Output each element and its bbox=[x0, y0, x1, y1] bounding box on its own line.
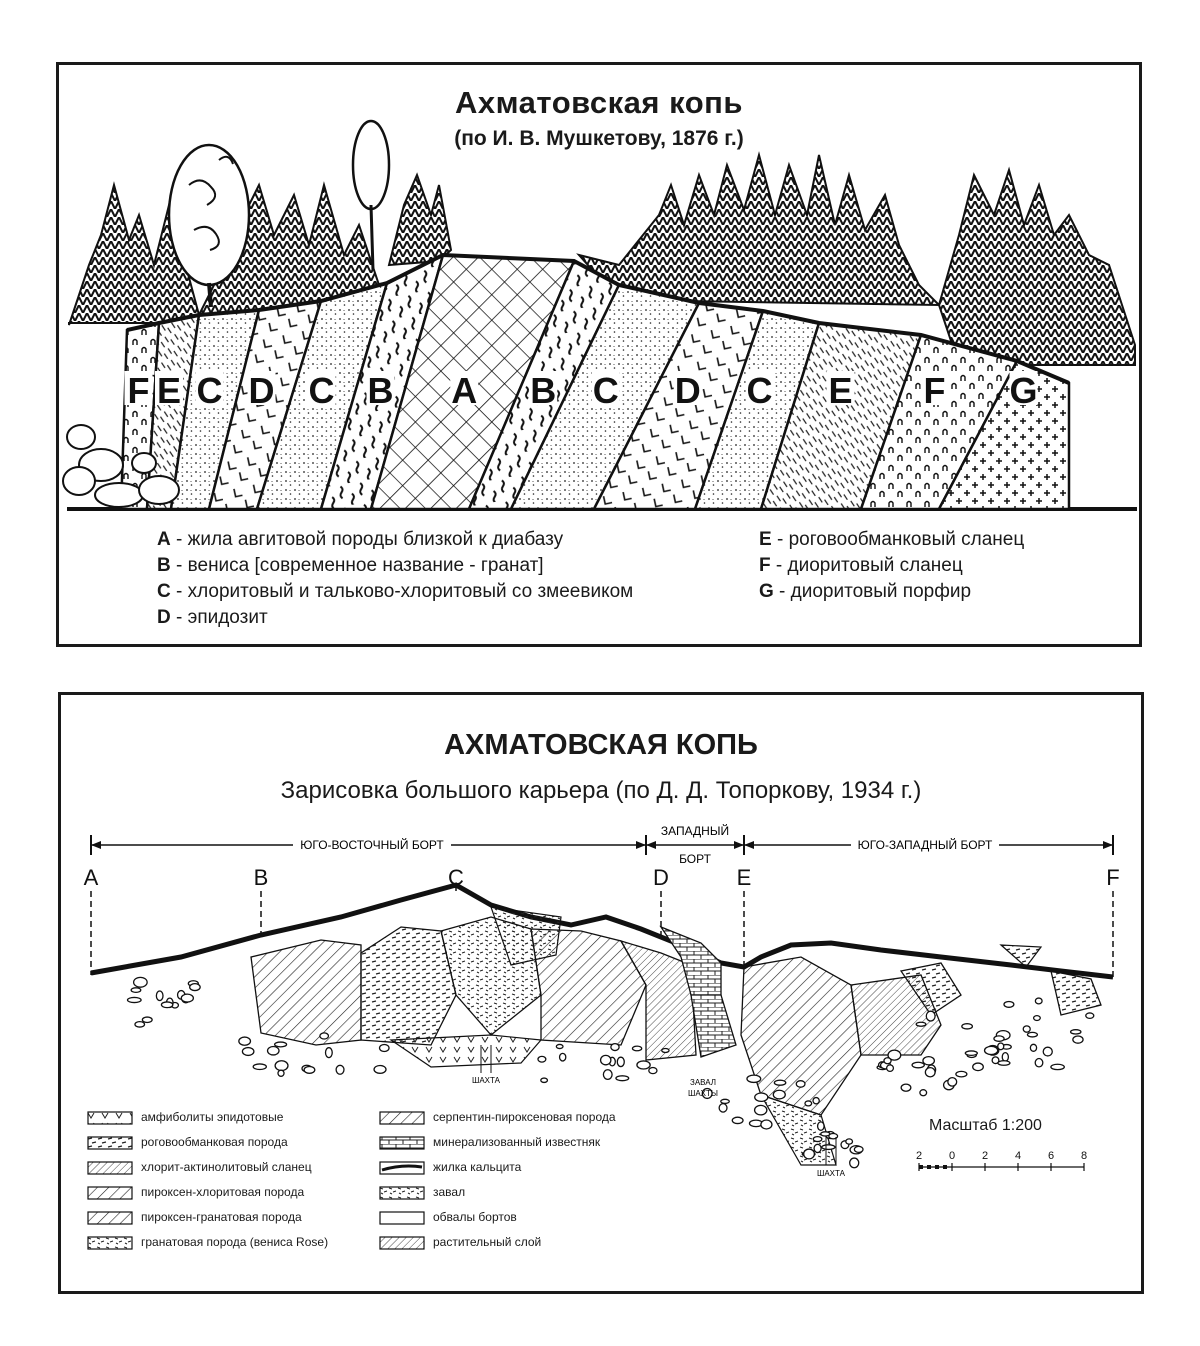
legend-column-1 bbox=[87, 1105, 328, 1255]
legend-key: A bbox=[157, 529, 171, 550]
legend-entry bbox=[157, 605, 633, 631]
band-label: F bbox=[127, 370, 150, 411]
band-label: D bbox=[248, 370, 275, 411]
shaft-label: ШАХТА bbox=[472, 1076, 500, 1085]
band-label: F bbox=[923, 370, 946, 411]
legend-key: E bbox=[759, 529, 772, 550]
legend-text: серпентин-пироксеновая порода bbox=[433, 1110, 616, 1124]
legend-text: роговообманковая порода bbox=[141, 1135, 288, 1149]
legend-swatch bbox=[87, 1111, 133, 1125]
legend-entry bbox=[157, 527, 633, 553]
legend-right bbox=[759, 527, 1024, 605]
scale-tick-label: 2 bbox=[915, 1150, 923, 1162]
scale-title: Масштаб 1:200 bbox=[929, 1117, 1042, 1134]
section-dimension-line bbox=[91, 823, 1113, 866]
legend-text: пироксен-гранатовая порода bbox=[141, 1210, 302, 1224]
legend-swatch bbox=[379, 1111, 425, 1125]
scale-tick-label: 2 bbox=[981, 1150, 989, 1162]
legend-entry bbox=[379, 1155, 616, 1180]
legend-entry bbox=[379, 1230, 616, 1255]
legend-swatch bbox=[87, 1161, 133, 1175]
legend-swatch bbox=[87, 1236, 133, 1250]
band-label: C bbox=[308, 370, 335, 411]
legend-key: B bbox=[157, 555, 171, 576]
legend-text: - хлоритовый и тальково-хлоритовый со змеевиком bbox=[170, 581, 634, 602]
mushketov-section-panel bbox=[56, 62, 1142, 647]
legend-text: жилка кальцита bbox=[433, 1160, 522, 1174]
band-label: E bbox=[156, 370, 182, 411]
legend-swatch bbox=[87, 1136, 133, 1150]
shaft-label-2: ШАХТА bbox=[817, 1169, 845, 1178]
label-west-side-2: БОРТ bbox=[679, 852, 711, 866]
legend-entry bbox=[87, 1155, 328, 1180]
deciduous-tree-icon bbox=[353, 121, 389, 209]
legend-key: C bbox=[157, 581, 171, 602]
legend-swatch bbox=[87, 1186, 133, 1200]
legend-text: обвалы бортов bbox=[433, 1210, 517, 1224]
collapse-label-1: ЗАВАЛ bbox=[690, 1078, 716, 1087]
legend-text: - диоритовый порфир bbox=[773, 581, 972, 602]
scale-tick-label: 8 bbox=[1080, 1150, 1088, 1162]
legend-text: - жила авгитовой породы близкой к диабазу bbox=[170, 529, 564, 550]
panel1-title: Ахматовская копь bbox=[455, 85, 743, 120]
legend-swatch bbox=[379, 1161, 425, 1175]
legend-key: G bbox=[759, 581, 774, 602]
section-point-label: B bbox=[253, 865, 269, 890]
section-point-label: E bbox=[736, 865, 752, 890]
legend-entry bbox=[759, 527, 1024, 553]
legend-text: - диоритовый сланец bbox=[770, 555, 963, 576]
legend-entry bbox=[87, 1180, 328, 1205]
section-point-label: F bbox=[1106, 865, 1120, 890]
legend-entry bbox=[379, 1205, 616, 1230]
band-label: E bbox=[828, 370, 853, 411]
legend-entry bbox=[379, 1130, 616, 1155]
legend-column-2 bbox=[379, 1105, 616, 1255]
legend-entry bbox=[379, 1105, 616, 1130]
legend-text: амфиболиты эпидотовые bbox=[141, 1110, 284, 1124]
scale-tick-label: 6 bbox=[1047, 1150, 1055, 1162]
legend-swatch bbox=[379, 1186, 425, 1200]
section-point-label: D bbox=[653, 865, 669, 890]
legend-swatch bbox=[379, 1211, 425, 1225]
legend-entry bbox=[87, 1130, 328, 1155]
scale-tick-label: 0 bbox=[948, 1150, 956, 1162]
section-point-label: C bbox=[448, 865, 464, 890]
legend-text: минерализованный известняк bbox=[433, 1135, 601, 1149]
band-label: A bbox=[451, 370, 478, 411]
label-southeast-side: ЮГО-ВОСТОЧНЫЙ БОРТ bbox=[300, 838, 444, 852]
legend-entry bbox=[157, 553, 633, 579]
section-point-label: A bbox=[83, 865, 99, 890]
legend-entry bbox=[759, 579, 1024, 605]
scale-tick-label: 4 bbox=[1014, 1150, 1022, 1162]
legend-text: гранатовая порода (вениса Rose) bbox=[141, 1235, 329, 1249]
toporkov-sketch-panel bbox=[58, 692, 1144, 1294]
legend-entry bbox=[379, 1180, 616, 1205]
legend-entry bbox=[157, 579, 633, 605]
legend-text: - роговообманковый сланец bbox=[771, 529, 1025, 550]
band-label: C bbox=[746, 370, 773, 411]
legend-entry bbox=[87, 1205, 328, 1230]
scale-bar bbox=[916, 1150, 1087, 1171]
panel1-subtitle: (по И. В. Мушкетову, 1876 г.) bbox=[454, 127, 744, 150]
legend-entry bbox=[87, 1230, 328, 1255]
label-west-side-1: ЗАПАДНЫЙ bbox=[660, 824, 730, 838]
label-southwest-side: ЮГО-ЗАПАДНЫЙ БОРТ bbox=[857, 838, 993, 852]
legend-entry bbox=[87, 1105, 328, 1130]
legend-text: - эпидозит bbox=[170, 607, 268, 628]
panel2-subtitle: Зарисовка большого карьера (по Д. Д. Топоркову, 1934 г.) bbox=[280, 777, 922, 804]
legend-key: D bbox=[157, 607, 171, 628]
legend-text: пироксен-хлоритовая порода bbox=[141, 1185, 305, 1199]
band-label: C bbox=[196, 370, 223, 411]
collapse-label-2: ШАХТЫ bbox=[688, 1089, 718, 1098]
deciduous-tree-icon bbox=[169, 145, 249, 285]
band-label: B bbox=[367, 370, 394, 411]
band-label: B bbox=[530, 370, 557, 411]
band-label: D bbox=[674, 370, 701, 411]
legend-text: растительный слой bbox=[433, 1235, 542, 1249]
legend-swatch bbox=[379, 1136, 425, 1150]
legend-text: завал bbox=[433, 1185, 466, 1199]
legend-text: - вениса [современное название - гранат] bbox=[170, 555, 544, 576]
legend-swatch bbox=[379, 1236, 425, 1250]
legend-left bbox=[157, 527, 633, 631]
legend-entry bbox=[759, 553, 1024, 579]
band-label: C bbox=[592, 370, 619, 411]
legend-text: хлорит-актинолитовый сланец bbox=[141, 1160, 312, 1174]
legend-swatch bbox=[87, 1211, 133, 1225]
panel2-title: АХМАТОВСКАЯ КОПЬ bbox=[444, 729, 758, 761]
legend-key: F bbox=[759, 555, 771, 576]
band-label: G bbox=[1009, 370, 1038, 411]
